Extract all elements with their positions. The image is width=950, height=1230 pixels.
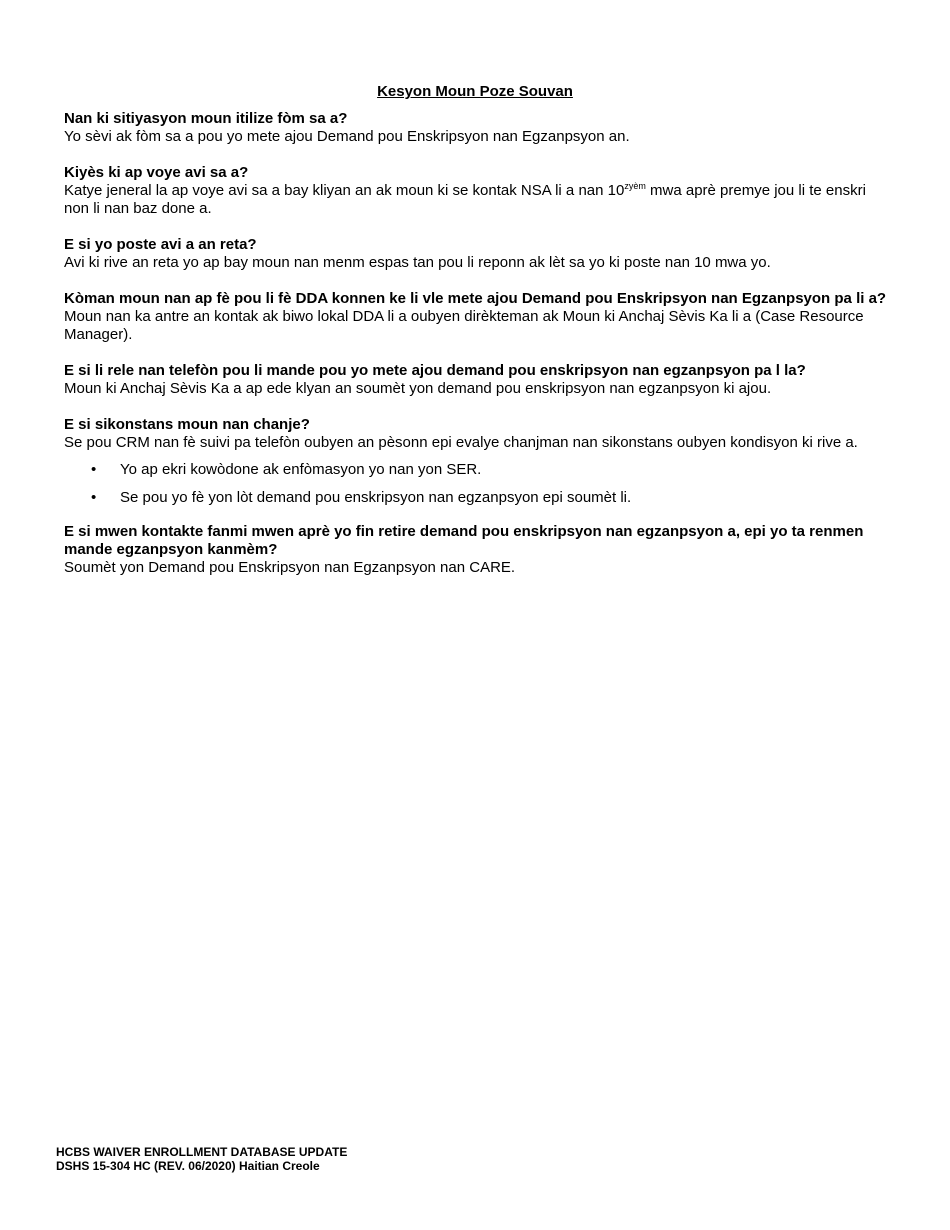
page-title: Kesyon Moun Poze Souvan <box>377 83 573 100</box>
faq-answer: Moun nan ka antre an kontak ak biwo lokal DDA li a oubyen dirèkteman ak Moun ki Anchaj Sèvis Ka li a (Case Resource Manager). <box>64 308 864 343</box>
form-number: DSHS 15-304 HC (REV. 06/2020) Haitian Creole <box>56 1159 320 1173</box>
faq-section <box>64 416 894 507</box>
faq-section <box>64 290 894 344</box>
bullet-icon: • <box>91 489 97 506</box>
faq-section <box>64 523 894 577</box>
faq-question: E si sikonstans moun nan chanje? <box>64 416 310 433</box>
faq-section <box>64 164 894 218</box>
faq-question: E si li rele nan telefòn pou li mande pou yo mete ajou demand pou enskripsyon nan egzanpsyon pa l la? <box>64 362 806 379</box>
list-item-text: Se pou yo fè yon lòt demand pou enskripsyon nan egzanpsyon epi soumèt li. <box>120 489 632 506</box>
faq-answer: Avi ki rive an reta yo ap bay moun nan menm espas tan pou li reponn ak lèt sa yo ki poste nan 10 mwa yo. <box>64 254 771 271</box>
faq-answer: Moun ki Anchaj Sèvis Ka a ap ede klyan an soumèt yon demand pou enskripsyon nan egzanpsyon ki ajou. <box>64 380 772 397</box>
faq-section <box>64 110 894 146</box>
faq-answer: Se pou CRM nan fè suivi pa telefòn oubyen an pèsonn epi evalye chanjman nan sikonstans oubyen kondisyon ki rive a. <box>64 434 858 451</box>
faq-question: Kiyès ki ap voye avi sa a? <box>64 164 249 181</box>
bullet-list <box>64 461 894 507</box>
faq-question: E si mwen kontakte fanmi mwen aprè yo fin retire demand pou enskripsyon nan egzanpsyon a, epi yo ta renmen mande egzanpsyon kanmèm? <box>64 523 864 558</box>
faq-section <box>64 236 894 272</box>
list-item <box>64 461 894 479</box>
answer-text-continued: mwa aprè premye jou li te enskri non li nan baz done a. <box>64 182 866 217</box>
faq-content <box>64 110 894 595</box>
faq-question: Kòman moun nan ap fè pou li fè DDA konnen ke li vle mete ajou Demand pou Enskripsyon nan Egzanpsyon pa li a? <box>64 290 887 307</box>
faq-answer <box>64 182 894 218</box>
list-item <box>64 489 894 507</box>
faq-answer: Soumèt yon Demand pou Enskripsyon nan Egzanpsyon nan CARE. <box>64 559 516 576</box>
answer-text: Katye jeneral la ap voye avi sa a bay kliyan an ak moun ki se kontak NSA li a nan 10 <box>64 182 625 199</box>
list-item-text: Yo ap ekri kowòdone ak enfòmasyon yo nan yon SER. <box>120 461 482 478</box>
faq-section <box>64 362 894 398</box>
faq-question: Nan ki sitiyasyon moun itilize fòm sa a? <box>64 110 348 127</box>
bullet-icon: • <box>91 461 97 478</box>
ordinal-suffix: zyèm <box>624 181 646 191</box>
form-footer <box>56 1145 347 1173</box>
faq-question: E si yo poste avi a an reta? <box>64 236 257 253</box>
form-name: HCBS WAIVER ENROLLMENT DATABASE UPDATE <box>56 1145 348 1159</box>
faq-answer: Yo sèvi ak fòm sa a pou yo mete ajou Demand pou Enskripsyon nan Egzanpsyon an. <box>64 128 630 145</box>
